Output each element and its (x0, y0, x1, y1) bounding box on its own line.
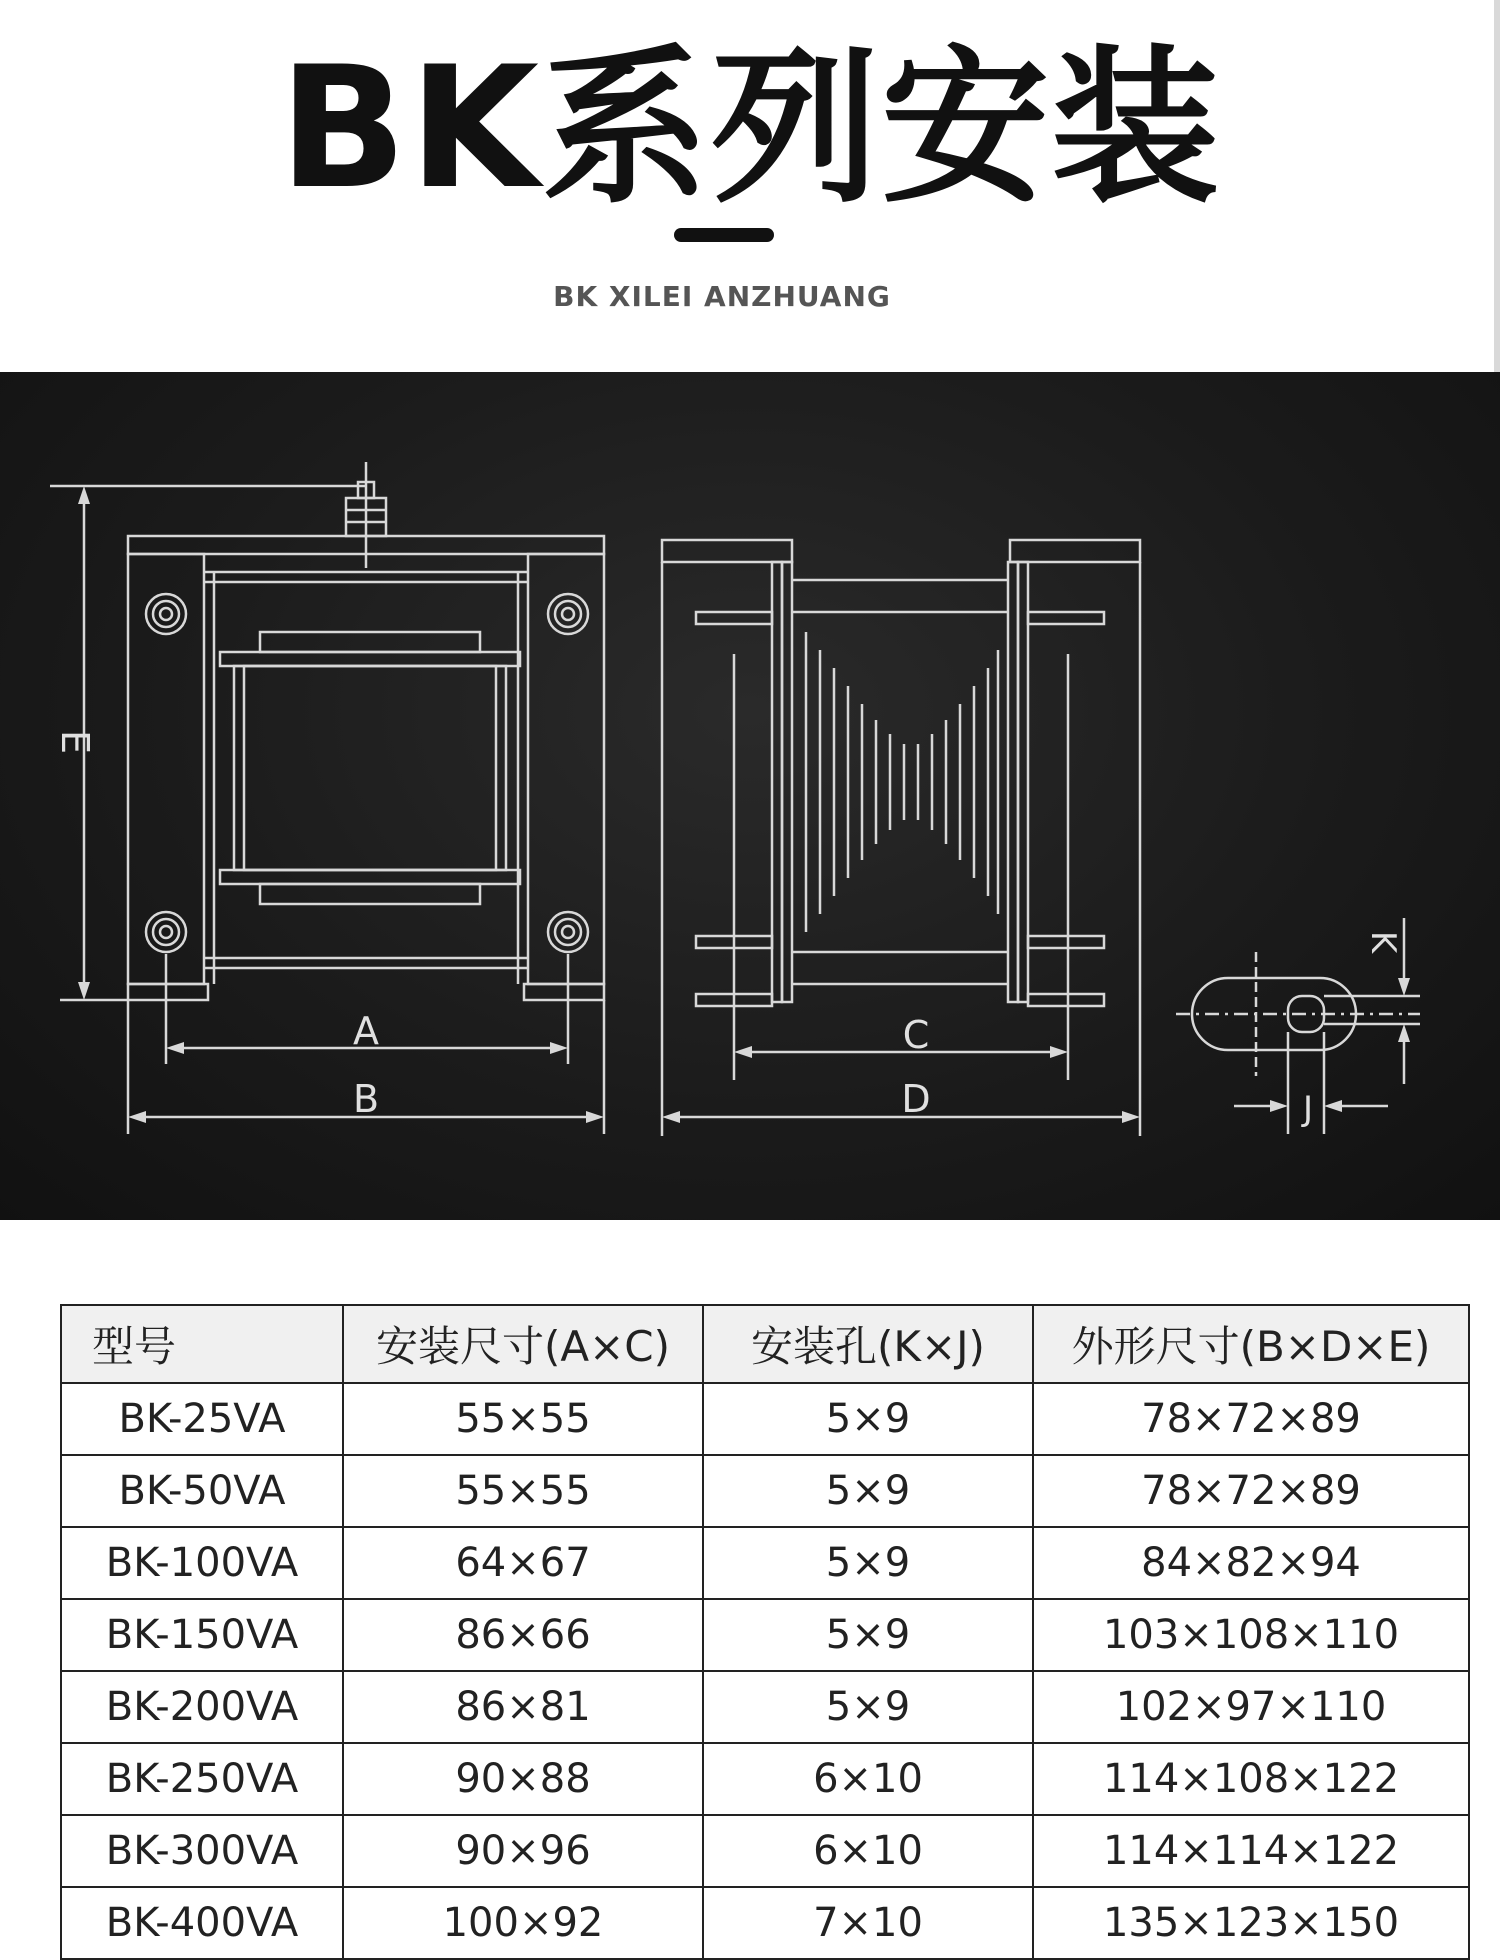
cell-outer-size: 114×114×122 (1033, 1815, 1469, 1887)
table-row (61, 1671, 1469, 1743)
cell-model: BK-250VA (61, 1743, 343, 1815)
title-underline (674, 228, 774, 242)
cell-outer-size: 78×72×89 (1033, 1383, 1469, 1455)
table-header-row (61, 1305, 1469, 1383)
edge-divider (1494, 0, 1500, 372)
front-coil-top-cap (260, 632, 480, 652)
dim-label-d: D (901, 1077, 931, 1121)
front-view (50, 462, 604, 1134)
dim-label-c: C (902, 1013, 930, 1057)
side-top-left-plate (662, 540, 792, 562)
cell-model: BK-50VA (61, 1455, 343, 1527)
cell-outer-size: 102×97×110 (1033, 1671, 1469, 1743)
cell-install-size: 100×92 (343, 1887, 703, 1959)
dim-label-e: E (53, 729, 97, 755)
dim-label-k: K (1363, 930, 1403, 954)
cell-install-size: 90×88 (343, 1743, 703, 1815)
front-right-foot (524, 984, 604, 1000)
cell-outer-size: 103×108×110 (1033, 1599, 1469, 1671)
front-coil-top-flange (220, 652, 520, 666)
header-outer-size: 外形尺寸(B×D×E) (1033, 1305, 1469, 1383)
header-model: 型号 (61, 1305, 343, 1383)
page-title: BK系列安装 (278, 30, 1222, 226)
table-row (61, 1455, 1469, 1527)
cell-install-hole: 6×10 (703, 1743, 1033, 1815)
table-row (61, 1743, 1469, 1815)
mounting-screw-tr (548, 594, 588, 634)
cell-outer-size: 84×82×94 (1033, 1527, 1469, 1599)
cell-install-hole: 5×9 (703, 1527, 1033, 1599)
table-row (61, 1383, 1469, 1455)
cell-install-size: 86×66 (343, 1599, 703, 1671)
side-top-right-plate (1010, 540, 1140, 562)
terminal-bolt (346, 462, 386, 568)
spec-table-container (60, 1304, 1468, 1946)
header-install-size: 安装尺寸(A×C) (343, 1305, 703, 1383)
mounting-screw-bl (146, 912, 186, 952)
cell-model: BK-200VA (61, 1671, 343, 1743)
cell-install-size: 86×81 (343, 1671, 703, 1743)
cell-outer-size: 78×72×89 (1033, 1455, 1469, 1527)
cell-model: BK-400VA (61, 1887, 343, 1959)
spec-table (60, 1304, 1470, 1960)
table-row (61, 1527, 1469, 1599)
table-row (61, 1815, 1469, 1887)
page-subtitle: BK XILEI ANZHUANG (553, 280, 891, 313)
cell-install-size: 64×67 (343, 1527, 703, 1599)
header-install-hole: 安装孔(K×J) (703, 1305, 1033, 1383)
front-coil-bottom-cap (260, 884, 480, 904)
cell-install-hole: 5×9 (703, 1455, 1033, 1527)
cell-model: BK-100VA (61, 1527, 343, 1599)
dim-label-a: A (353, 1009, 379, 1053)
dimension-diagram-panel (0, 372, 1500, 1220)
cell-model: BK-150VA (61, 1599, 343, 1671)
mounting-screw-tl (146, 594, 186, 634)
table-row (61, 1887, 1469, 1959)
table-row (61, 1599, 1469, 1671)
cell-install-hole: 5×9 (703, 1599, 1033, 1671)
cell-install-size: 90×96 (343, 1815, 703, 1887)
side-view (662, 540, 1140, 1136)
mounting-screw-br (548, 912, 588, 952)
dimension-drawing (0, 372, 1500, 1220)
page-header (0, 0, 1500, 372)
cell-install-hole: 7×10 (703, 1887, 1033, 1959)
dim-label-b: B (352, 1077, 380, 1121)
dim-label-j: J (1302, 1089, 1314, 1129)
front-coil-body (244, 666, 496, 870)
cell-outer-size: 114×108×122 (1033, 1743, 1469, 1815)
core-laminations (806, 632, 998, 932)
cell-install-hole: 5×9 (703, 1671, 1033, 1743)
front-coil-bottom-flange (220, 870, 520, 884)
cell-install-hole: 5×9 (703, 1383, 1033, 1455)
cell-outer-size: 135×123×150 (1033, 1887, 1469, 1959)
cell-model: BK-25VA (61, 1383, 343, 1455)
cell-install-hole: 6×10 (703, 1815, 1033, 1887)
front-left-foot (128, 984, 208, 1000)
cell-install-size: 55×55 (343, 1383, 703, 1455)
cell-install-size: 55×55 (343, 1455, 703, 1527)
cell-model: BK-300VA (61, 1815, 343, 1887)
